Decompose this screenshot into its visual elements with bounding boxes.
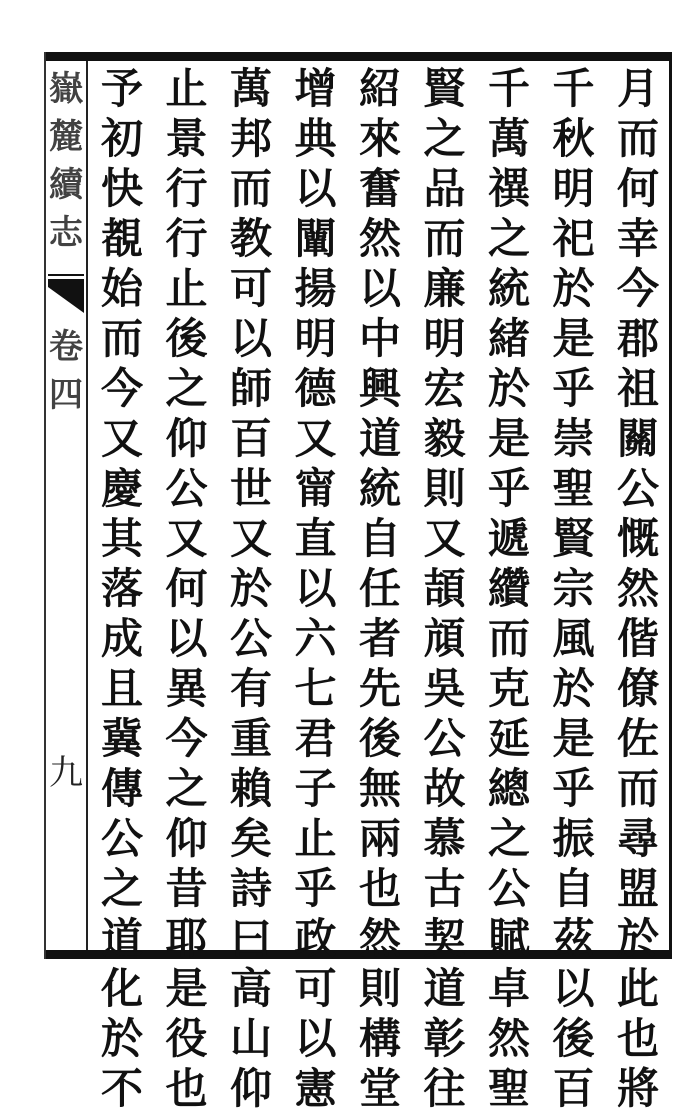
text-character: 萬 (229, 64, 272, 113)
text-character: 今 (100, 364, 143, 413)
text-character: 後 (552, 1014, 595, 1063)
text-character: 任 (358, 564, 401, 613)
text-character: 以 (294, 164, 337, 213)
text-character: 明 (423, 314, 466, 363)
text-character: 其 (100, 514, 143, 563)
text-column (90, 64, 154, 1113)
text-character: 毅 (423, 414, 466, 463)
text-character: 甯 (294, 464, 337, 513)
text-character: 彰 (423, 1014, 466, 1063)
text-character: 振 (552, 814, 595, 863)
text-character: 是 (552, 714, 595, 763)
text-character: 以 (229, 314, 272, 363)
text-character: 傳 (100, 764, 143, 813)
text-character: 何 (165, 564, 208, 613)
text-character: 契 (423, 914, 466, 963)
text-character: 以 (294, 564, 337, 613)
text-character: 於 (229, 564, 272, 613)
text-character: 於 (552, 664, 595, 713)
text-character: 統 (487, 264, 530, 313)
text-character: 又 (294, 414, 337, 463)
margin-page-number (46, 751, 86, 795)
text-character: 偕 (616, 614, 659, 663)
margin-juan-character: 卷 (49, 327, 83, 367)
text-character: 將 (616, 1064, 659, 1113)
top-border-rule (44, 52, 672, 61)
text-character: 延 (487, 714, 530, 763)
text-character: 萬 (487, 114, 530, 163)
text-character: 止 (165, 64, 208, 113)
text-character: 構 (358, 1014, 401, 1063)
text-character: 卓 (487, 964, 530, 1013)
text-character: 百 (229, 414, 272, 463)
text-character: 今 (165, 714, 208, 763)
text-character: 公 (165, 464, 208, 513)
text-character: 重 (229, 714, 272, 763)
text-character: 堂 (358, 1064, 401, 1113)
text-character: 是 (487, 414, 530, 463)
text-character: 故 (423, 764, 466, 813)
text-character: 僚 (616, 664, 659, 713)
text-character: 景 (165, 114, 208, 163)
margin-juan-label (46, 323, 86, 419)
text-character: 又 (165, 514, 208, 563)
text-character: 不 (100, 1064, 143, 1113)
text-character: 公 (229, 614, 272, 663)
text-character: 以 (358, 264, 401, 313)
text-character: 君 (294, 714, 337, 763)
text-character: 者 (358, 614, 401, 663)
text-character: 也 (358, 864, 401, 913)
text-character: 覩 (100, 214, 143, 263)
text-character: 七 (294, 664, 337, 713)
text-character: 禩 (487, 164, 530, 213)
text-character: 師 (229, 364, 272, 413)
text-column (413, 64, 477, 1113)
text-character: 增 (294, 64, 337, 113)
text-character: 乎 (294, 864, 337, 913)
text-character: 之 (487, 814, 530, 863)
text-character: 則 (358, 964, 401, 1013)
text-character: 是 (552, 314, 595, 363)
text-character: 中 (358, 314, 401, 363)
margin-juan-character: 四 (49, 375, 83, 415)
text-character: 之 (165, 364, 208, 413)
text-character: 異 (165, 664, 208, 713)
text-character: 乎 (552, 364, 595, 413)
margin-title-character: 志 (49, 213, 83, 253)
text-character: 百 (552, 1064, 595, 1113)
text-character: 盟 (616, 864, 659, 913)
text-character: 奮 (358, 164, 401, 213)
text-character: 古 (423, 864, 466, 913)
text-character: 以 (294, 1014, 337, 1063)
text-character: 六 (294, 614, 337, 663)
text-character: 自 (358, 514, 401, 563)
text-character: 然 (616, 564, 659, 613)
text-character: 而 (487, 614, 530, 663)
text-character: 道 (100, 914, 143, 963)
text-character: 賢 (423, 64, 466, 113)
text-character: 而 (423, 214, 466, 263)
text-character: 慶 (100, 464, 143, 513)
text-character: 初 (100, 114, 143, 163)
text-character: 廉 (423, 264, 466, 313)
text-character: 於 (487, 364, 530, 413)
text-column (477, 64, 541, 1113)
text-character: 成 (100, 614, 143, 663)
text-character: 止 (165, 264, 208, 313)
margin-title-character: 麓 (49, 117, 83, 157)
text-character: 後 (165, 314, 208, 363)
text-character: 風 (552, 614, 595, 663)
text-character: 慕 (423, 814, 466, 863)
text-character: 而 (616, 764, 659, 813)
text-character: 揚 (294, 264, 337, 313)
text-character: 然 (358, 914, 401, 963)
text-character: 可 (294, 964, 337, 1013)
text-column (284, 64, 348, 1113)
text-character: 宏 (423, 364, 466, 413)
text-character: 高 (229, 964, 272, 1013)
margin-book-title (46, 65, 86, 257)
text-character: 於 (552, 264, 595, 313)
text-character: 公 (487, 864, 530, 913)
text-character: 可 (229, 264, 272, 313)
text-character: 月 (616, 64, 659, 113)
text-character: 又 (423, 514, 466, 563)
text-column (606, 64, 670, 1113)
text-character: 昔 (165, 864, 208, 913)
text-character: 賢 (552, 514, 595, 563)
text-character: 是 (165, 964, 208, 1013)
text-character: 紹 (358, 64, 401, 113)
text-character: 關 (616, 414, 659, 463)
text-character: 之 (423, 114, 466, 163)
text-character: 遞 (487, 514, 530, 563)
text-character: 乎 (552, 764, 595, 813)
fold-margin-rule (86, 61, 88, 950)
text-character: 後 (358, 714, 401, 763)
text-character: 祀 (552, 214, 595, 263)
fishtail-mark-icon (48, 273, 84, 315)
text-character: 明 (552, 164, 595, 213)
text-character: 總 (487, 764, 530, 813)
text-character: 崇 (552, 414, 595, 463)
text-character: 乎 (487, 464, 530, 513)
text-character: 政 (294, 914, 337, 963)
text-character: 快 (100, 164, 143, 213)
text-character: 自 (552, 864, 595, 913)
text-character: 且 (100, 664, 143, 713)
text-character: 仰 (165, 814, 208, 863)
text-character: 秋 (552, 114, 595, 163)
text-character: 曰 (229, 914, 272, 963)
text-character: 道 (423, 964, 466, 1013)
page-number-text: 九 (49, 753, 83, 793)
text-character: 公 (100, 814, 143, 863)
text-character: 頏 (423, 614, 466, 663)
text-character: 祖 (616, 364, 659, 413)
text-character: 克 (487, 664, 530, 713)
text-character: 賴 (229, 764, 272, 813)
text-character: 之 (100, 864, 143, 913)
text-character: 千 (487, 64, 530, 113)
text-column (542, 64, 606, 1113)
text-character: 於 (616, 914, 659, 963)
text-character: 吳 (423, 664, 466, 713)
text-column (348, 64, 412, 1113)
text-character: 尋 (616, 814, 659, 863)
text-character: 之 (487, 214, 530, 263)
text-character: 而 (229, 164, 272, 213)
text-character: 兩 (358, 814, 401, 863)
text-character: 止 (294, 814, 337, 863)
text-character: 始 (100, 264, 143, 313)
text-character: 山 (229, 1014, 272, 1063)
text-character: 無 (358, 764, 401, 813)
text-character: 往 (423, 1064, 466, 1113)
text-character: 予 (100, 64, 143, 113)
text-column (219, 64, 283, 1113)
text-character: 則 (423, 464, 466, 513)
text-character: 幸 (616, 214, 659, 263)
text-character: 今 (616, 264, 659, 313)
text-character: 矣 (229, 814, 272, 863)
text-character: 頡 (423, 564, 466, 613)
text-character: 宗 (552, 564, 595, 613)
text-character: 明 (294, 314, 337, 363)
text-character: 也 (165, 1064, 208, 1113)
margin-title-character: 嶽 (49, 69, 83, 109)
text-character: 聖 (552, 464, 595, 513)
text-character: 直 (294, 514, 337, 563)
text-character: 行 (165, 164, 208, 213)
text-character: 興 (358, 364, 401, 413)
text-character: 仰 (229, 1064, 272, 1113)
text-character: 品 (423, 164, 466, 213)
text-column (155, 64, 219, 1113)
text-character: 以 (165, 614, 208, 663)
text-character: 仰 (165, 414, 208, 463)
text-character: 然 (358, 214, 401, 263)
text-character: 佐 (616, 714, 659, 763)
text-character: 茲 (552, 914, 595, 963)
text-character: 冀 (100, 714, 143, 763)
text-character: 賦 (487, 914, 530, 963)
text-character: 公 (616, 464, 659, 513)
text-character: 而 (616, 114, 659, 163)
text-character: 郡 (616, 314, 659, 363)
text-character: 役 (165, 1014, 208, 1063)
text-character: 憲 (294, 1064, 337, 1113)
text-character: 來 (358, 114, 401, 163)
text-character: 聖 (487, 1064, 530, 1113)
text-character: 千 (552, 64, 595, 113)
text-character: 何 (616, 164, 659, 213)
text-character: 又 (229, 514, 272, 563)
text-character: 落 (100, 564, 143, 613)
text-character: 之 (165, 764, 208, 813)
text-character: 耶 (165, 914, 208, 963)
text-character: 德 (294, 364, 337, 413)
vertical-text-body (90, 64, 670, 1113)
text-character: 也 (616, 1014, 659, 1063)
text-character: 教 (229, 214, 272, 263)
text-character: 世 (229, 464, 272, 513)
text-character: 先 (358, 664, 401, 713)
text-character: 闡 (294, 214, 337, 263)
text-character: 化 (100, 964, 143, 1013)
text-character: 此 (616, 964, 659, 1013)
text-character: 公 (423, 714, 466, 763)
text-character: 子 (294, 764, 337, 813)
text-character: 以 (552, 964, 595, 1013)
text-character: 慨 (616, 514, 659, 563)
text-character: 而 (100, 314, 143, 363)
text-character: 然 (487, 1014, 530, 1063)
text-character: 有 (229, 664, 272, 713)
block-heart-margin (46, 61, 86, 950)
text-character: 於 (100, 1014, 143, 1063)
text-character: 又 (100, 414, 143, 463)
text-character: 緒 (487, 314, 530, 363)
text-character: 詩 (229, 864, 272, 913)
margin-title-character: 續 (49, 165, 83, 205)
text-character: 典 (294, 114, 337, 163)
text-character: 邦 (229, 114, 272, 163)
text-character: 道 (358, 414, 401, 463)
text-character: 統 (358, 464, 401, 513)
text-character: 纘 (487, 564, 530, 613)
text-character: 行 (165, 214, 208, 263)
